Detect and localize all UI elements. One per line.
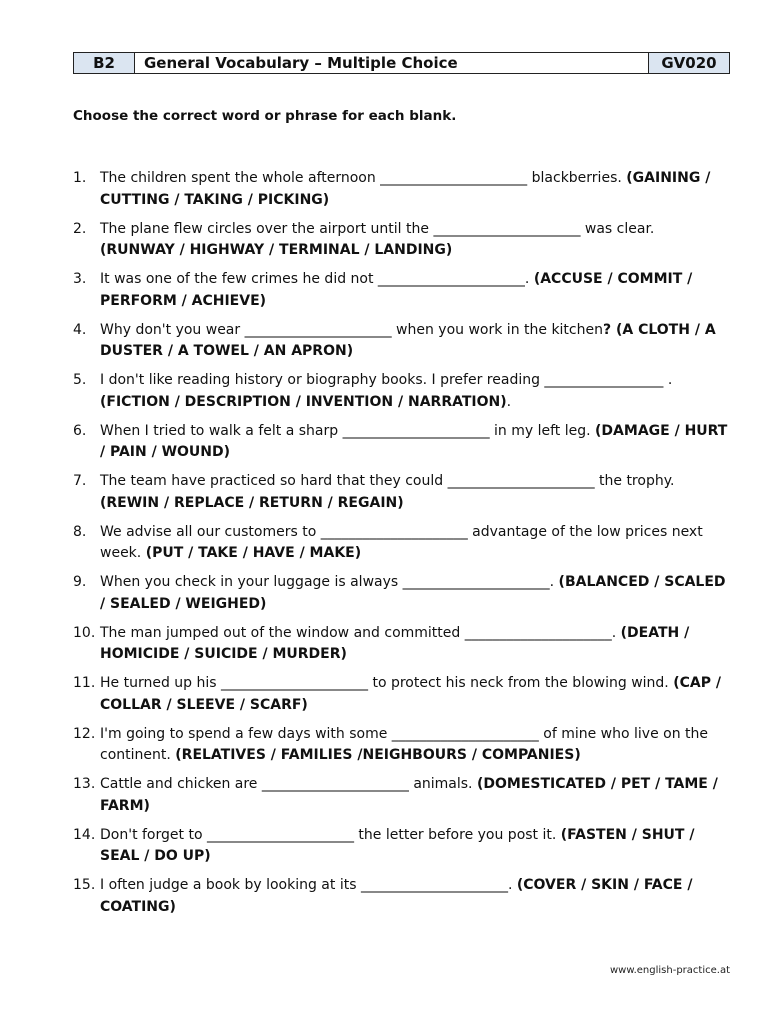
question-text — [100, 269, 733, 312]
question-sentence: I'm going to spend a few days with some _____________________ of mine who live on the continent. — [100, 725, 708, 763]
question-number: 10. — [73, 624, 96, 641]
question-text — [100, 774, 733, 817]
question-item — [73, 825, 733, 868]
answer-options: (FASTEN / SHUT / SEAL / DO UP) — [100, 826, 695, 864]
question-item — [73, 269, 733, 312]
question-sentence: The plane flew circles over the airport until the _____________________ was clear. — [100, 220, 655, 237]
question-number: 6. — [73, 422, 87, 439]
question-text — [100, 320, 733, 363]
question-text — [100, 673, 733, 716]
question-text — [100, 522, 733, 565]
question-number: 7. — [73, 473, 87, 489]
answer-options: (COVER / SKIN / FACE / COATING) — [100, 877, 693, 915]
instructions: Choose the correct word or phrase for each blank. — [73, 108, 457, 124]
answer-options: (DOMESTICATED / PET / TAME / FARM) — [100, 776, 718, 814]
question-sentence: Cattle and chicken are _____________________ animals. — [100, 776, 477, 792]
worksheet-code: GV020 — [649, 53, 729, 73]
question-sentence: Don't forget to _____________________ the letter before you post it. — [100, 826, 561, 843]
question-text — [100, 168, 733, 211]
question-sentence: It was one of the few crimes he did not _____________________. — [100, 271, 534, 287]
answer-options: (RUNWAY / HIGHWAY / TERMINAL / LANDING) — [100, 242, 453, 258]
question-number: 5. — [73, 372, 87, 388]
footer-url: www.english-practice.at — [609, 965, 730, 976]
question-item — [73, 774, 733, 817]
worksheet-title: General Vocabulary – Multiple Choice — [135, 53, 649, 73]
question-sentence: The children spent the whole afternoon _____________________ blackberries. — [100, 170, 627, 186]
answer-options: (REWIN / REPLACE / RETURN / REGAIN) — [100, 494, 404, 511]
question-item — [73, 572, 733, 615]
question-sentence: He turned up his _____________________ to protect his neck from the blowing wind. — [100, 675, 674, 691]
question-number: 2. — [73, 220, 87, 237]
question-item — [73, 370, 733, 413]
question-item — [73, 421, 733, 464]
answer-options: (GAINING / CUTTING / TAKING / PICKING) — [100, 170, 711, 208]
worksheet-header — [73, 52, 730, 74]
question-item — [73, 673, 733, 716]
question-item — [73, 320, 733, 363]
answer-options: (ACCUSE / COMMIT / PERFORM / ACHIEVE) — [100, 271, 693, 309]
answer-options: (PUT / TAKE / HAVE / MAKE) — [145, 545, 362, 561]
answer-options: (DAMAGE / HURT / PAIN / WOUND) — [100, 422, 728, 460]
question-number: 11. — [73, 675, 96, 691]
answer-options: (CAP / COLLAR / SLEEVE / SCARF) — [100, 675, 721, 713]
question-number: 1. — [73, 170, 87, 186]
question-list — [73, 168, 733, 926]
question-ending: . — [506, 393, 512, 410]
question-item — [73, 471, 733, 514]
question-text — [100, 370, 733, 413]
answer-options: (FICTION / DESCRIPTION / INVENTION / NARRATION) — [100, 393, 507, 410]
question-sentence: I don't like reading history or biography books. I prefer reading _________________ . — [100, 372, 673, 388]
question-number: 14. — [73, 826, 96, 843]
question-sentence: When I tried to walk a felt a sharp _____________________ in my left leg. — [100, 422, 596, 439]
answer-options: (BALANCED / SCALED / SEALED / WEIGHED) — [100, 574, 726, 612]
answer-options: (DEATH / HOMICIDE / SUICIDE / MURDER) — [100, 624, 690, 662]
question-text — [100, 623, 733, 666]
level-badge: B2 — [74, 53, 135, 73]
question-sentence: The team have practiced so hard that they could _____________________ the trophy. — [100, 473, 675, 489]
question-text — [100, 421, 733, 464]
question-sentence: Why don't you wear _____________________ when you work in the kitchen — [100, 321, 603, 338]
question-number: 8. — [73, 523, 87, 540]
question-number: 12. — [73, 725, 96, 742]
question-number: 9. — [73, 574, 87, 590]
question-text — [100, 219, 733, 262]
question-text — [100, 825, 733, 868]
question-text — [100, 471, 733, 514]
question-sentence: When you check in your luggage is always _____________________. — [100, 574, 559, 590]
question-text — [100, 875, 733, 918]
question-number: 13. — [73, 776, 96, 792]
question-item — [73, 522, 733, 565]
question-item — [73, 724, 733, 767]
question-number: 15. — [73, 877, 96, 893]
question-item — [73, 219, 733, 262]
question-text — [100, 572, 733, 615]
question-number: 3. — [73, 271, 87, 287]
question-item — [73, 875, 733, 918]
answer-options: (RELATIVES / FAMILIES /NEIGHBOURS / COMPANIES) — [175, 747, 581, 763]
question-number: 4. — [73, 321, 87, 338]
question-sentence: The man jumped out of the window and committed _____________________. — [100, 624, 621, 641]
question-text — [100, 724, 733, 767]
answer-options: ? (A CLOTH / A DUSTER / A TOWEL / AN APRON) — [100, 321, 716, 359]
question-item — [73, 168, 733, 211]
question-sentence: We advise all our customers to _____________________ advantage of the low prices next week. — [100, 523, 703, 561]
question-sentence: I often judge a book by looking at its _____________________. — [100, 877, 517, 893]
question-item — [73, 623, 733, 666]
